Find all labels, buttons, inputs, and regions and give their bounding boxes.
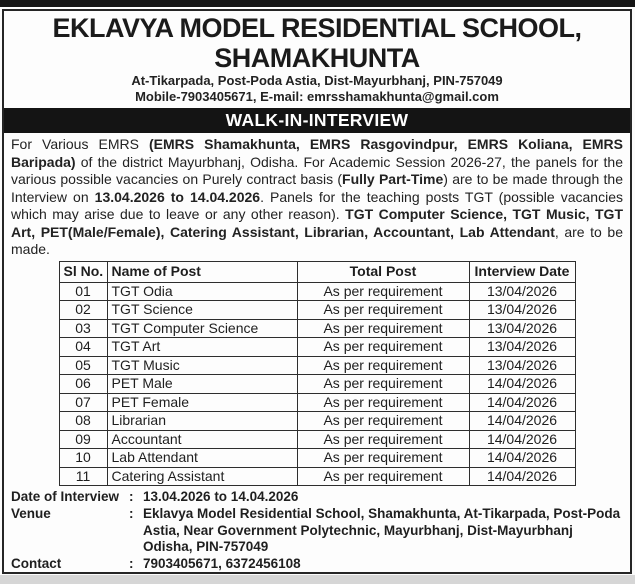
table-row bbox=[59, 412, 575, 431]
cell-interview-date: 13/04/2026 bbox=[469, 319, 575, 338]
cell-post-name: Catering Assistant bbox=[107, 467, 297, 486]
notice-frame bbox=[2, 9, 632, 574]
cell-post-name: Librarian bbox=[107, 412, 297, 431]
cell-total-post: As per requirement bbox=[297, 319, 469, 338]
cell-post-name: PET Male bbox=[107, 375, 297, 394]
cell-interview-date: 14/04/2026 bbox=[469, 375, 575, 394]
cell-post-name: TGT Music bbox=[107, 356, 297, 375]
intro-segment: (EMRS Shamakhunta, EMRS Rasgovindpur, EMRS Koliana, EMRS Baripada) bbox=[11, 136, 624, 170]
detail-label: Contact bbox=[11, 555, 62, 571]
intro-segment: For Various EMRS bbox=[11, 136, 149, 153]
intro-segment: . Panels for the teaching posts TGT (possible vacancies which may arise due to leave or any other reason). bbox=[11, 188, 623, 223]
header-total-post: Total Post bbox=[297, 262, 469, 283]
detail-value: 13.04.2026 to 14.04.2026 bbox=[143, 489, 299, 505]
cell-sl-no: 05 bbox=[59, 356, 107, 375]
cell-total-post: As per requirement bbox=[297, 375, 469, 394]
detail-label: Venue bbox=[11, 505, 51, 521]
cell-sl-no: 11 bbox=[59, 467, 107, 486]
posts-table-body bbox=[59, 282, 575, 486]
table-row bbox=[59, 319, 575, 338]
school-title-line-1: EKLAVYA MODEL RESIDENTIAL SCHOOL, bbox=[52, 13, 582, 43]
cell-sl-no: 07 bbox=[59, 393, 107, 412]
posts-table bbox=[59, 261, 576, 486]
cell-interview-date: 13/04/2026 bbox=[469, 356, 575, 375]
cell-total-post: As per requirement bbox=[297, 356, 469, 375]
detail-colon: : bbox=[129, 489, 134, 505]
intro-segment: of the district Mayurbhanj, Odisha. For Academic Session 2026-27, the panels for the various possible vacancies on Purely contract basis ( bbox=[11, 153, 623, 188]
table-row bbox=[59, 356, 575, 375]
cell-post-name: PET Female bbox=[107, 393, 297, 412]
cell-total-post: As per requirement bbox=[297, 393, 469, 412]
top-black-strip bbox=[0, 0, 635, 7]
cell-sl-no: 02 bbox=[59, 301, 107, 320]
header-sl-no: Sl No. bbox=[59, 262, 107, 283]
walk-in-interview-banner: WALK-IN-INTERVIEW bbox=[4, 108, 630, 133]
intro-segment: , are to be made. bbox=[11, 223, 623, 257]
detail-value: Eklavya Model Residential School, Shamakhunta, At-Tikarpada, Post-Poda Astia, Near Government Polytechnic, Mayurbhanj, Dist-Mayurbhanj Odisha, PIN-757049 bbox=[143, 505, 621, 555]
cell-post-name: Accountant bbox=[107, 430, 297, 449]
cell-interview-date: 14/04/2026 bbox=[469, 467, 575, 486]
cell-interview-date: 13/04/2026 bbox=[469, 301, 575, 320]
cell-interview-date: 14/04/2026 bbox=[469, 393, 575, 412]
cell-sl-no: 04 bbox=[59, 338, 107, 357]
cell-interview-date: 14/04/2026 bbox=[469, 430, 575, 449]
cell-post-name: TGT Art bbox=[107, 338, 297, 357]
bottom-gray-strip bbox=[0, 575, 635, 584]
detail-value: 7903405671, 6372456108 bbox=[143, 555, 301, 571]
cell-post-name: TGT Odia bbox=[107, 282, 297, 301]
school-address: At-Tikarpada, Post-Poda Astia, Dist-Mayurbhanj, PIN-757049 bbox=[131, 73, 503, 89]
table-row bbox=[59, 430, 575, 449]
cell-interview-date: 13/04/2026 bbox=[469, 282, 575, 301]
intro-paragraph bbox=[4, 133, 630, 260]
school-title-line-2: SHAMAKHUNTA bbox=[214, 43, 420, 74]
cell-total-post: As per requirement bbox=[297, 430, 469, 449]
detail-row-date bbox=[11, 489, 623, 506]
header-post-name: Name of Post bbox=[107, 262, 297, 283]
cell-total-post: As per requirement bbox=[297, 412, 469, 431]
intro-segment: ) are to be made through the Interview on bbox=[11, 171, 623, 205]
cell-sl-no: 06 bbox=[59, 375, 107, 394]
intro-segment: Fully Part-Time bbox=[342, 171, 444, 188]
table-row bbox=[59, 338, 575, 357]
detail-label: Date of Interview bbox=[11, 489, 120, 505]
table-row bbox=[59, 449, 575, 468]
intro-segment: TGT Computer Science, TGT Music, TGT Art, PET(Male/Female), Catering Assistant, Librarian, Accountant, Lab Attendant bbox=[11, 206, 623, 240]
detail-row-contact bbox=[11, 556, 623, 573]
cell-sl-no: 03 bbox=[59, 319, 107, 338]
cell-interview-date: 13/04/2026 bbox=[469, 338, 575, 357]
cell-total-post: As per requirement bbox=[297, 282, 469, 301]
cell-post-name: TGT Science bbox=[107, 301, 297, 320]
cell-post-name: Lab Attendant bbox=[107, 449, 297, 468]
header-interview-date: Interview Date bbox=[469, 262, 575, 283]
table-row bbox=[59, 375, 575, 394]
posts-table-head bbox=[59, 262, 575, 283]
table-row bbox=[59, 393, 575, 412]
detail-colon: : bbox=[129, 505, 134, 521]
detail-colon: : bbox=[129, 555, 134, 571]
table-row bbox=[59, 467, 575, 486]
cell-sl-no: 01 bbox=[59, 282, 107, 301]
cell-total-post: As per requirement bbox=[297, 467, 469, 486]
cell-sl-no: 09 bbox=[59, 430, 107, 449]
table-row bbox=[59, 282, 575, 301]
table-row bbox=[59, 301, 575, 320]
cell-interview-date: 14/04/2026 bbox=[469, 449, 575, 468]
cell-total-post: As per requirement bbox=[297, 301, 469, 320]
details-block bbox=[4, 489, 630, 572]
cell-sl-no: 08 bbox=[59, 412, 107, 431]
cell-sl-no: 10 bbox=[59, 449, 107, 468]
cell-post-name: TGT Computer Science bbox=[107, 319, 297, 338]
intro-segment: 13.04.2026 to 14.04.2026 bbox=[94, 188, 261, 205]
cell-total-post: As per requirement bbox=[297, 449, 469, 468]
detail-row-venue bbox=[11, 506, 623, 556]
cell-total-post: As per requirement bbox=[297, 338, 469, 357]
school-contact-line: Mobile-7903405671, E-mail: emrsshamakhunta@gmail.com bbox=[135, 89, 499, 105]
cell-interview-date: 14/04/2026 bbox=[469, 412, 575, 431]
table-header-row bbox=[59, 262, 575, 283]
